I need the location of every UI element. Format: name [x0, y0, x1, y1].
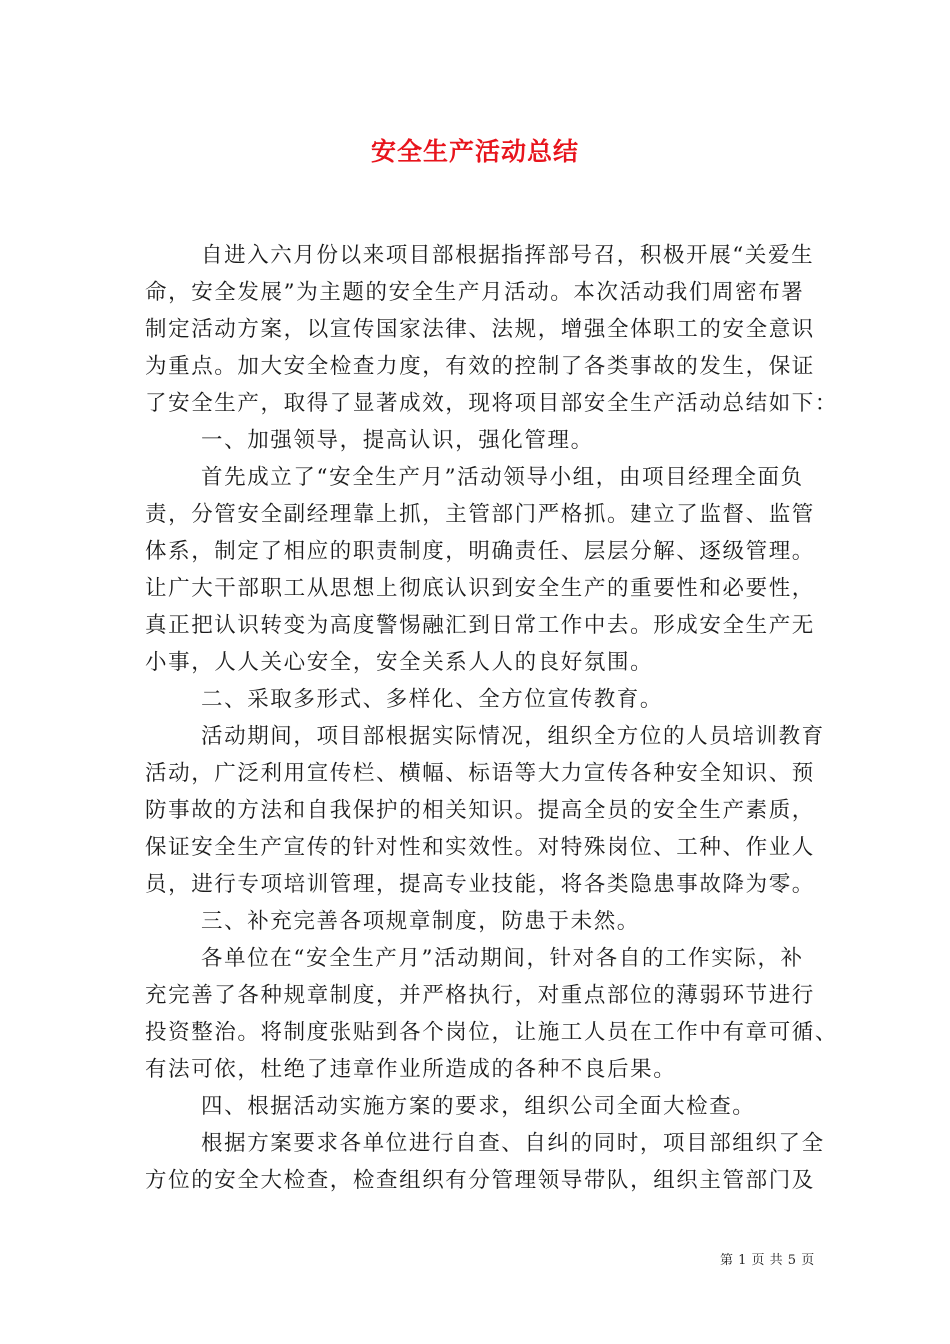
text-line: 了安全生产，取得了显著成效，现将项目部安全生产活动总结如下：	[145, 391, 839, 416]
text-line: 真正把认识转变为高度警惕融汇到日常工作中去。形成安全生产无	[145, 613, 815, 638]
text-line: 首先成立了“安全生产月”活动领导小组，由项目经理全面负	[201, 465, 804, 490]
text-line: 各单位在“安全生产月”活动期间，针对各自的工作实际，补	[201, 946, 804, 971]
text-line: 为重点。加大安全检查力度，有效的控制了各类事故的发生，保证	[145, 354, 815, 379]
text-line: 让广大干部职工从思想上彻底认识到安全生产的重要性和必要性，	[145, 576, 815, 601]
text-line: 命，安全发展”为主题的安全生产月活动。本次活动我们周密布署	[145, 280, 805, 305]
text-line: 制定活动方案，以宣传国家法律、法规，增强全体职工的安全意识	[145, 317, 815, 342]
page-number: 第 1 页 共 5 页	[720, 1253, 815, 1268]
text-line: 责，分管安全副经理靠上抓，主管部门严格抓。建立了监督、监管	[145, 502, 815, 527]
text-line: 三、补充完善各项规章制度，防患于未然。	[201, 909, 640, 934]
text-line: 员，进行专项培训管理，提高专业技能，将各类隐患事故降为零。	[145, 872, 815, 897]
text-line: 方位的安全大检查，检查组织有分管理领导带队，组织主管部门及	[145, 1168, 815, 1193]
text-line: 小事，人人关心安全，安全关系人人的良好氛围。	[145, 650, 654, 675]
text-line: 自进入六月份以来项目部根据指挥部号召，积极开展“关爱生	[201, 243, 815, 268]
text-line: 保证安全生产宣传的针对性和实效性。对特殊岗位、工种、作业人	[145, 835, 815, 860]
text-line: 有法可依，杜绝了违章作业所造成的各种不良后果。	[145, 1057, 677, 1082]
text-line: 防事故的方法和自我保护的相关知识。提高全员的安全生产素质，	[145, 798, 815, 823]
document-title: 安全生产活动总结	[370, 137, 579, 166]
document-body	[145, 237, 839, 1199]
text-line: 活动期间，项目部根据实际情况，组织全方位的人员培训教育	[201, 724, 825, 749]
text-line: 根据方案要求各单位进行自查、自纠的同时，项目部组织了全	[201, 1131, 825, 1156]
text-line: 体系，制定了相应的职责制度，明确责任、层层分解、逐级管理。	[145, 539, 815, 564]
text-line: 充完善了各种规章制度，并严格执行，对重点部位的薄弱环节进行	[145, 983, 815, 1008]
text-line: 活动，广泛利用宣传栏、横幅、标语等大力宣传各种安全知识、预	[145, 761, 815, 786]
text-line: 四、根据活动实施方案的要求，组织公司全面大检查。	[201, 1094, 756, 1119]
text-line: 二、采取多形式、多样化、全方位宣传教育。	[201, 687, 664, 712]
text-line: 投资整治。将制度张贴到各个岗位，让施工人员在工作中有章可循、	[145, 1020, 839, 1045]
text-line: 一、加强领导，提高认识，强化管理。	[201, 428, 594, 453]
